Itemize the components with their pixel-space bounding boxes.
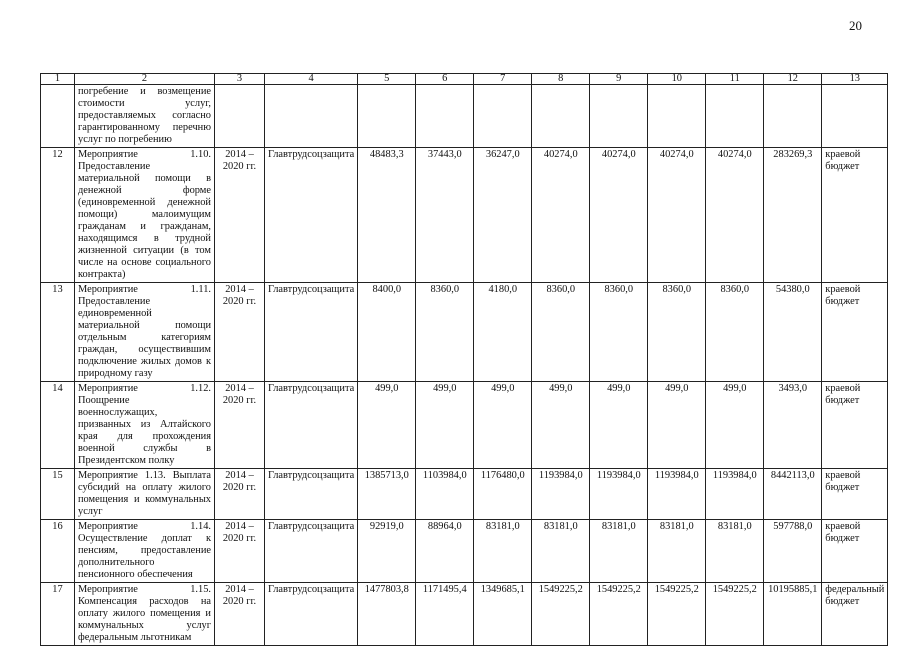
value-cell: 40274,0 <box>532 148 590 283</box>
period: 2014 – 2020 гг. <box>215 520 265 583</box>
value-cell: 4180,0 <box>474 283 532 382</box>
table-row <box>41 520 888 583</box>
value-cell: 1477803,8 <box>358 583 416 646</box>
row-number: 17 <box>41 583 75 646</box>
value-cell: 499,0 <box>590 382 648 469</box>
value-cell: 1349685,1 <box>474 583 532 646</box>
executor: Главтрудсоцзащита <box>265 382 358 469</box>
period: 2014 – 2020 гг. <box>215 583 265 646</box>
activity-description: Мероприятие 1.12. Поощрение военнослужащих, призванных из Алтайского края для прохождения военной службы в Президентском полку <box>75 382 215 469</box>
column-header: 9 <box>590 74 648 85</box>
column-header: 6 <box>416 74 474 85</box>
value-cell: 83181,0 <box>648 520 706 583</box>
value-cell: 1193984,0 <box>532 469 590 520</box>
activity-description: Мероприятие 1.15. Компенсация расходов на оплату жилого помещения и коммунальных услуг федеральным льготникам <box>75 583 215 646</box>
value-cell: 1103984,0 <box>416 469 474 520</box>
executor: Главтрудсоцзащита <box>265 469 358 520</box>
period: 2014 – 2020 гг. <box>215 283 265 382</box>
value-cell: 83181,0 <box>532 520 590 583</box>
funding-source: краевой бюджет <box>822 283 888 382</box>
value-cell: 1549225,2 <box>648 583 706 646</box>
row-number: 13 <box>41 283 75 382</box>
continuation-row <box>41 85 888 148</box>
row-number: 12 <box>41 148 75 283</box>
value-cell: 8360,0 <box>416 283 474 382</box>
column-header: 5 <box>358 74 416 85</box>
continuation-text: погребение и возмещение стоимости услуг, предоставляемых согласно гарантированному перечню услуг по погребению <box>75 85 215 148</box>
value-cell: 1549225,2 <box>590 583 648 646</box>
value-cell: 8400,0 <box>358 283 416 382</box>
column-header: 4 <box>265 74 358 85</box>
activity-description: Мероприятие 1.11. Предоставление единовременной материальной помощи отдельным категориям граждан, осуществившим подключение жилых домов к природному газу <box>75 283 215 382</box>
funding-source: краевой бюджет <box>822 469 888 520</box>
value-cell: 48483,3 <box>358 148 416 283</box>
executor: Главтрудсоцзащита <box>265 583 358 646</box>
activity-description: Мероприятие 1.13. Выплата субсидий на оплату жилого помещения и коммунальных услуг <box>75 469 215 520</box>
row-number: 16 <box>41 520 75 583</box>
value-cell: 37443,0 <box>416 148 474 283</box>
value-cell: 1193984,0 <box>590 469 648 520</box>
value-cell: 499,0 <box>532 382 590 469</box>
value-cell: 83181,0 <box>474 520 532 583</box>
value-cell: 83181,0 <box>590 520 648 583</box>
column-header: 1 <box>41 74 75 85</box>
value-cell: 40274,0 <box>648 148 706 283</box>
value-cell: 1549225,2 <box>706 583 764 646</box>
activity-description: Мероприятие 1.10. Предоставление материальной помощи в денежной форме (единовременной денежной помощи) малоимущим гражданам и гражданам, находящимся в трудной жизненной ситуации (в том числе на основе социального контракта) <box>75 148 215 283</box>
table-row <box>41 469 888 520</box>
funding-source: краевой бюджет <box>822 148 888 283</box>
funding-source: федеральный бюджет <box>822 583 888 646</box>
total-cell: 3493,0 <box>764 382 822 469</box>
activity-description: Мероприятие 1.14. Осуществление доплат к пенсиям, предоставление дополнительного пенсионного обеспечения <box>75 520 215 583</box>
executor: Главтрудсоцзащита <box>265 520 358 583</box>
value-cell: 1171495,4 <box>416 583 474 646</box>
header-row <box>41 74 888 85</box>
value-cell: 1549225,2 <box>532 583 590 646</box>
value-cell: 8360,0 <box>706 283 764 382</box>
funding-source: краевой бюджет <box>822 382 888 469</box>
value-cell: 8360,0 <box>648 283 706 382</box>
value-cell: 499,0 <box>474 382 532 469</box>
value-cell: 36247,0 <box>474 148 532 283</box>
value-cell: 40274,0 <box>590 148 648 283</box>
period: 2014 – 2020 гг. <box>215 382 265 469</box>
table-row <box>41 382 888 469</box>
value-cell: 1385713,0 <box>358 469 416 520</box>
table-row <box>41 148 888 283</box>
period: 2014 – 2020 гг. <box>215 148 265 283</box>
executor: Главтрудсоцзащита <box>265 283 358 382</box>
budget-table <box>40 73 888 646</box>
total-cell: 283269,3 <box>764 148 822 283</box>
column-header: 2 <box>75 74 215 85</box>
value-cell: 83181,0 <box>706 520 764 583</box>
total-cell: 54380,0 <box>764 283 822 382</box>
column-header: 12 <box>764 74 822 85</box>
page-number: 20 <box>849 18 862 33</box>
column-header: 3 <box>215 74 265 85</box>
value-cell: 499,0 <box>416 382 474 469</box>
value-cell: 1193984,0 <box>648 469 706 520</box>
row-number: 15 <box>41 469 75 520</box>
value-cell: 1193984,0 <box>706 469 764 520</box>
value-cell: 92919,0 <box>358 520 416 583</box>
funding-source: краевой бюджет <box>822 520 888 583</box>
column-header: 13 <box>822 74 888 85</box>
column-header: 11 <box>706 74 764 85</box>
value-cell: 499,0 <box>648 382 706 469</box>
value-cell: 499,0 <box>358 382 416 469</box>
total-cell: 597788,0 <box>764 520 822 583</box>
value-cell: 8360,0 <box>590 283 648 382</box>
value-cell: 8360,0 <box>532 283 590 382</box>
total-cell: 8442113,0 <box>764 469 822 520</box>
value-cell: 88964,0 <box>416 520 474 583</box>
executor: Главтрудсоцзащита <box>265 148 358 283</box>
value-cell: 40274,0 <box>706 148 764 283</box>
row-number: 14 <box>41 382 75 469</box>
column-header: 8 <box>532 74 590 85</box>
table-row <box>41 583 888 646</box>
column-header: 10 <box>648 74 706 85</box>
value-cell: 499,0 <box>706 382 764 469</box>
table-row <box>41 283 888 382</box>
column-header: 7 <box>474 74 532 85</box>
total-cell: 10195885,1 <box>764 583 822 646</box>
value-cell: 1176480,0 <box>474 469 532 520</box>
period: 2014 – 2020 гг. <box>215 469 265 520</box>
